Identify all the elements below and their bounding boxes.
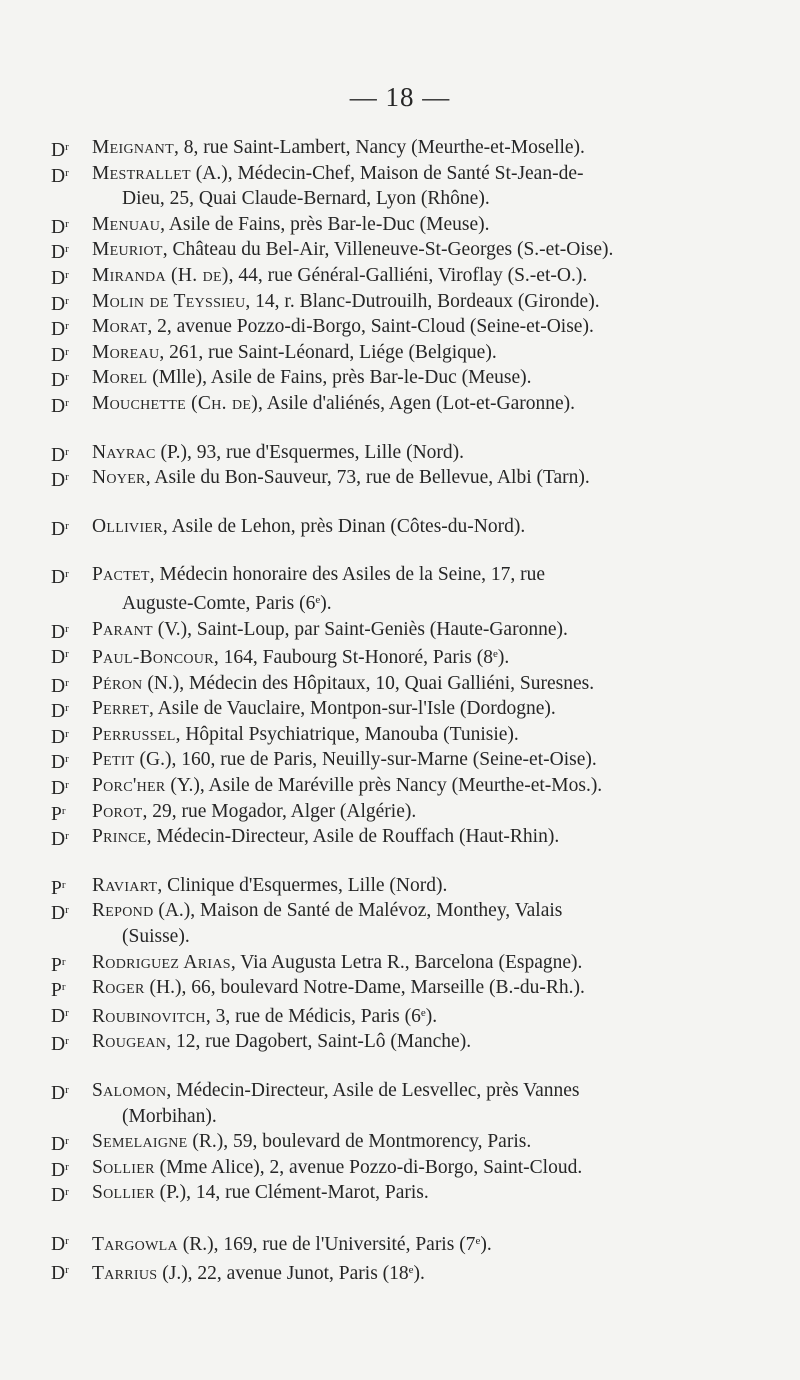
list-item — [51, 440, 732, 466]
list-item — [51, 289, 732, 315]
list-item — [51, 747, 732, 774]
entry-title: $D^r$ — [51, 1159, 69, 1181]
entry-title: $D^r$ — [51, 293, 69, 315]
entry-address: , Clinique d'Esquermes, Lille (Nord). — [157, 874, 448, 896]
entry-name: Prince — [92, 826, 147, 848]
entry-name: Nayrac — [92, 441, 156, 463]
list-item — [51, 1001, 732, 1030]
entry-name: Rodriguez Arias — [92, 951, 231, 973]
entry-address: , 2, avenue Pozzo-di-Borgo, Saint-Cloud (Seine-et-Oise). — [147, 316, 594, 338]
entry-address: (N.), Médecin des Hôpitaux, 10, Quai Galliéni, Suresnes. — [142, 672, 595, 694]
entry-name: Miranda (H. de) — [92, 264, 229, 286]
list-item — [51, 773, 732, 800]
entry-name: Mestrallet — [92, 162, 191, 184]
entry-address: (R.), 169, rue de l'Université, Paris (7e). — [177, 1233, 492, 1255]
entry-address: (P.), 93, rue d'Esquermes, Lille (Nord). — [155, 441, 465, 463]
list-item — [51, 873, 732, 899]
entry-address: (P.), 14, rue Clément-Marot, Paris. — [154, 1182, 429, 1204]
entry-address: (Mlle), Asile de Fains, près Bar-le-Duc (Meuse). — [147, 367, 532, 389]
entry-title: $D^r$ — [51, 621, 69, 643]
entry-address: , 261, rue Saint-Léonard, Liége (Belgique). — [159, 341, 497, 363]
entry-title: $D^r$ — [51, 726, 69, 748]
entry-title: $D^r$ — [51, 242, 69, 264]
list-item — [51, 314, 732, 341]
entry-title: $D^r$ — [51, 567, 69, 589]
entry-name: Parant — [92, 618, 153, 640]
entry-name: Roubinovitch — [92, 1005, 206, 1027]
entry-title: $P^r$ — [51, 954, 66, 976]
entry-address: , Asile de Vauclaire, Montpon-sur-l'Isle (Dordogne). — [148, 698, 556, 720]
entry-name: Morat — [92, 316, 148, 338]
entry-title: $D^r$ — [51, 1185, 69, 1207]
entry-title: $D^r$ — [51, 470, 69, 492]
entry-address-continued: (Suisse). — [122, 926, 190, 948]
entry-title: $P^r$ — [51, 877, 66, 899]
entry-name: Paul-Boncour — [92, 647, 214, 669]
entry-address: , Asile du Bon-Sauveur, 73, rue de Bellevue, Albi (Tarn). — [145, 467, 590, 489]
list-item — [51, 237, 732, 264]
entry-address: (A.), Maison de Santé de Malévoz, Monthey, Valais — [153, 900, 563, 922]
entry-address: (R.), 59, boulevard de Montmorency, Paris. — [187, 1131, 532, 1153]
entry-title: $P^r$ — [51, 803, 66, 825]
entry-address: , 8, rue Saint-Lambert, Nancy (Meurthe-et-Moselle). — [173, 137, 585, 158]
entry-address: , 164, Faubourg St-Honoré, Paris (8e). — [213, 647, 510, 669]
entry-title: $D^r$ — [51, 778, 69, 800]
entry-title: $D^r$ — [51, 165, 69, 187]
entry-title: $D^r$ — [51, 675, 69, 697]
entry-name: Ollivier — [92, 515, 163, 537]
entry-title: $D^r$ — [51, 752, 69, 774]
entry-title: $D^r$ — [51, 370, 69, 392]
entry-name: Salomon — [92, 1080, 167, 1101]
entry-title: $D^r$ — [51, 319, 69, 341]
entry-title: $D^r$ — [51, 1083, 69, 1104]
list-item — [51, 365, 732, 392]
list-item — [51, 340, 732, 366]
entry-address: , Médecin-Directeur, Asile de Rouffach (Haut-Rhin). — [146, 826, 560, 848]
list-item — [51, 135, 732, 161]
list-item — [51, 642, 732, 671]
entry-name: Petit — [92, 749, 135, 771]
list-item — [51, 898, 732, 949]
list-item — [51, 465, 732, 492]
entry-address-continued: (Morbihan). — [122, 1105, 217, 1127]
entry-address: , 44, rue Général-Galliéni, Viroflay (S.-et-O.). — [228, 264, 588, 286]
entry-name: Noyer — [92, 467, 146, 489]
entry-title: $D^r$ — [51, 444, 69, 466]
entry-address: , 3, rue de Médicis, Paris (6e). — [205, 1005, 438, 1027]
list-item — [51, 617, 732, 643]
entry-title: $P^r$ — [51, 980, 66, 1002]
list-item — [51, 1155, 732, 1181]
entry-name: Sollier — [92, 1182, 155, 1204]
entry-title: $D^r$ — [51, 903, 69, 925]
entry-name: Meignant — [92, 137, 174, 158]
entry-address: , Médecin-Directeur, Asile de Lesvellec, près Vannes — [166, 1080, 580, 1101]
list-item — [51, 514, 732, 540]
entry-title: $D^r$ — [51, 1134, 69, 1156]
entry-name: Perrussel — [92, 723, 176, 745]
entry-title: $D^r$ — [51, 647, 69, 669]
entry-address: , Médecin honoraire des Asiles de la Seine, 17, rue — [149, 564, 546, 586]
entry-name: Molin de Teyssieu — [92, 290, 246, 312]
member-list — [51, 135, 732, 1286]
entry-name: Perret — [92, 698, 149, 720]
entry-name: Porc'her — [92, 775, 166, 797]
entry-address: (G.), 160, rue de Paris, Neuilly-sur-Marne (Seine-et-Oise). — [134, 749, 597, 771]
list-item — [51, 722, 732, 748]
entry-address: (J.), 22, avenue Junot, Paris (18e). — [157, 1262, 425, 1284]
entry-name: Moreau — [92, 341, 160, 363]
entry-title: $D^r$ — [51, 344, 69, 366]
list-item — [51, 263, 732, 289]
entry-address: , Hôpital Psychiatrique, Manouba (Tunisie). — [175, 723, 519, 745]
entry-title: $D^r$ — [51, 701, 69, 723]
entry-address: , 14, r. Blanc-Dutrouilh, Bordeaux (Gironde). — [245, 290, 600, 312]
entry-name: Pactet — [92, 564, 150, 586]
entry-title: $D^r$ — [51, 216, 69, 238]
page-number: — 18 — — [349, 82, 451, 112]
list-item — [51, 212, 732, 238]
entry-title: $D^r$ — [51, 1262, 69, 1284]
entry-name: Roger — [92, 977, 145, 999]
list-item — [51, 671, 732, 697]
list-item — [51, 161, 732, 212]
entry-title: $D^r$ — [51, 518, 69, 540]
entry-name: Rougean — [92, 1031, 167, 1053]
entry-title: $D^r$ — [51, 1034, 69, 1056]
entry-address: , Château du Bel-Air, Villeneuve-St-Georges (S.-et-Oise). — [162, 239, 614, 261]
entry-title: $D^r$ — [51, 140, 69, 161]
entry-title: $D^r$ — [51, 829, 69, 851]
entry-address: , Asile de Fains, près Bar-le-Duc (Meuse). — [160, 213, 490, 235]
entry-title: $D^r$ — [51, 395, 69, 417]
entry-address: , Asile de Lehon, près Dinan (Côtes-du-Nord). — [162, 515, 526, 537]
entry-address: , 12, rue Dagobert, Saint-Lô (Manche). — [166, 1031, 472, 1053]
list-item — [51, 1078, 732, 1129]
entry-address-continued: Dieu, 25, Quai Claude-Bernard, Lyon (Rhône). — [122, 188, 490, 210]
list-item — [51, 1229, 732, 1258]
entry-address: (Mme Alice), 2, avenue Pozzo-di-Borgo, Saint-Cloud. — [154, 1156, 583, 1178]
entry-name: Menuau — [92, 213, 161, 235]
entry-name: Raviart — [92, 874, 158, 896]
list-item — [51, 391, 732, 417]
entry-name: Péron — [92, 672, 143, 694]
list-item — [51, 1258, 732, 1287]
entry-address: , Via Augusta Letra R., Barcelona (Espagne). — [230, 951, 583, 973]
entry-name: Meuriot — [92, 239, 163, 261]
entry-address: (Y.), Asile de Maréville près Nancy (Meurthe-et-Mos.). — [165, 775, 603, 797]
list-item — [51, 975, 732, 1002]
list-item — [51, 1180, 732, 1207]
entry-title: $D^r$ — [51, 267, 69, 289]
entry-title: $D^r$ — [51, 1005, 69, 1027]
entry-address: (H.), 66, boulevard Notre-Dame, Marseille (B.-du-Rh.). — [144, 977, 585, 999]
list-item — [51, 696, 732, 723]
entry-name: Repond — [92, 900, 154, 922]
entry-name: Porot — [92, 800, 143, 822]
entry-title: $D^r$ — [51, 1233, 69, 1255]
entry-name: Sollier — [92, 1156, 155, 1178]
list-item — [51, 950, 732, 976]
list-item — [51, 1129, 732, 1156]
list-item — [51, 824, 732, 851]
entry-address: , 29, rue Mogador, Alger (Algérie). — [142, 800, 417, 822]
entry-address: (A.), Médecin-Chef, Maison de Santé St-Jean-de- — [190, 162, 584, 184]
entry-address: , Asile d'aliénés, Agen (Lot-et-Garonne). — [258, 392, 576, 414]
entry-name: Semelaigne — [92, 1131, 188, 1153]
entry-name: Mouchette (Ch. de) — [92, 392, 259, 414]
list-item — [51, 799, 732, 825]
entry-address-continued: Auguste-Comte, Paris (6e). — [122, 592, 332, 614]
entry-name: Tarrius — [92, 1262, 158, 1284]
list-item — [51, 562, 732, 616]
list-item — [51, 1029, 732, 1056]
entry-name: Targowla — [92, 1233, 178, 1255]
entry-address: (V.), Saint-Loup, par Saint-Geniès (Haute-Garonne). — [152, 618, 568, 640]
entry-name: Morel — [92, 367, 148, 389]
